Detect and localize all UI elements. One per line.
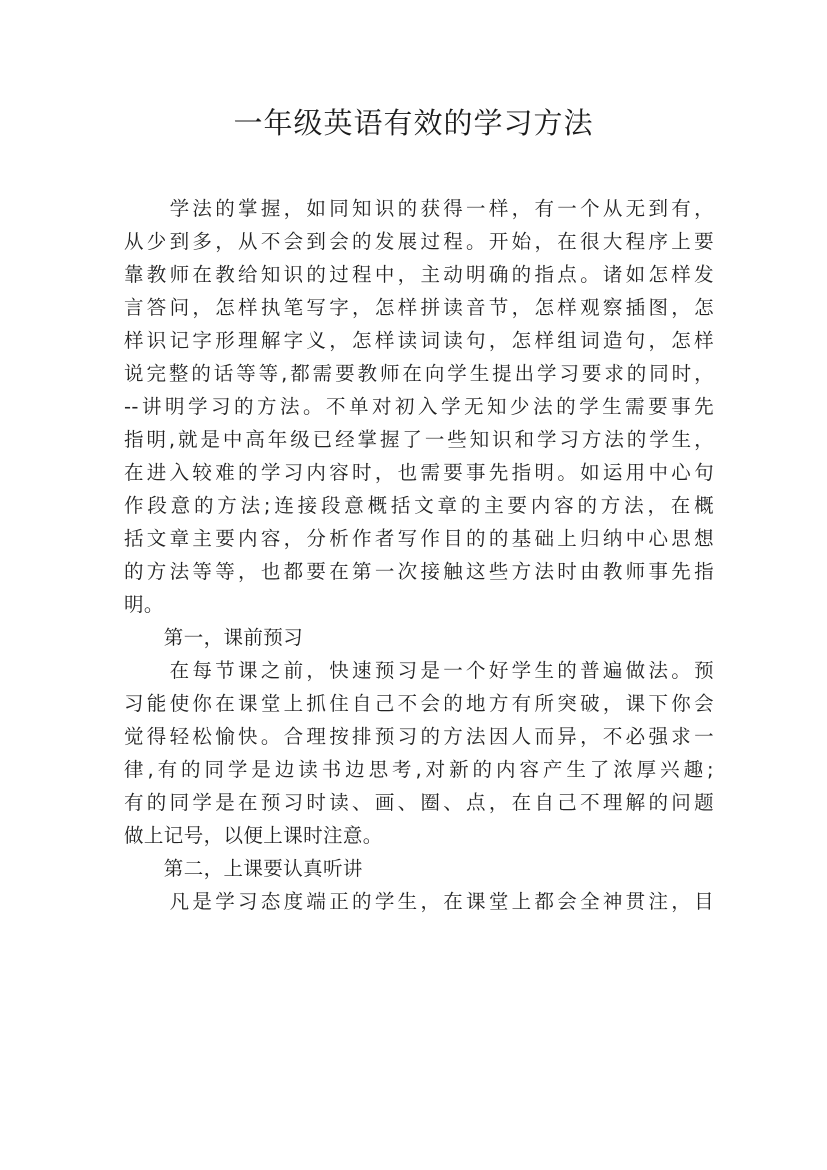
body-line: 言答问，怎样执笔写字，怎样拼读音节，怎样观察插图，怎 — [124, 296, 714, 319]
body-line: 律,有的同学是边读书边思考,对新的内容产生了浓厚兴趣; — [124, 758, 714, 781]
body-line: 凡是学习态度端正的学生，在课堂上都会全神贯注，目 — [124, 890, 714, 913]
document-title: 一年级英语有效的学习方法 — [233, 106, 594, 140]
body-line: 在每节课之前，快速预习是一个好学生的普遍做法。预 — [124, 659, 714, 682]
body-line: --讲明学习的方法。不单对初入学无知少法的学生需要事先 — [124, 395, 714, 418]
body-line: 明。 — [124, 593, 164, 616]
body-line: 靠教师在教给知识的过程中，主动明确的指点。诸如怎样发 — [124, 263, 714, 286]
body-line: 说完整的话等等,都需要教师在向学生提出学习要求的同时， — [124, 362, 714, 385]
body-line: 觉得轻松愉快。合理按排预习的方法因人而异，不必强求一 — [124, 725, 714, 748]
body-line: 括文章主要内容，分析作者写作目的的基础上归纳中心思想 — [124, 527, 714, 550]
section-heading: 第二，上课要认真听讲 — [124, 857, 363, 880]
body-line: 做上记号，以便上课时注意。 — [124, 824, 383, 847]
body-line: 样识记字形理解字义，怎样读词读句，怎样组词造句，怎样 — [124, 329, 714, 352]
body-line: 学法的掌握，如同知识的获得一样，有一个从无到有， — [124, 197, 714, 220]
body-line: 指明,就是中高年级已经掌握了一些知识和学习方法的学生， — [124, 428, 714, 451]
body-line: 从少到多，从不会到会的发展过程。开始，在很大程序上要 — [124, 230, 714, 253]
body-line: 有的同学是在预习时读、画、圈、点，在自己不理解的问题 — [124, 791, 714, 814]
body-line: 的方法等等，也都要在第一次接触这些方法时由教师事先指 — [124, 560, 714, 583]
body-line: 作段意的方法;连接段意概括文章的主要内容的方法，在概 — [124, 494, 714, 517]
body-line: 习能使你在课堂上抓住自己不会的地方有所突破，课下你会 — [124, 692, 714, 715]
body-line: 在进入较难的学习内容时，也需要事先指明。如运用中心句 — [124, 461, 714, 484]
section-heading: 第一，课前预习 — [124, 626, 304, 649]
document-body — [124, 192, 714, 918]
